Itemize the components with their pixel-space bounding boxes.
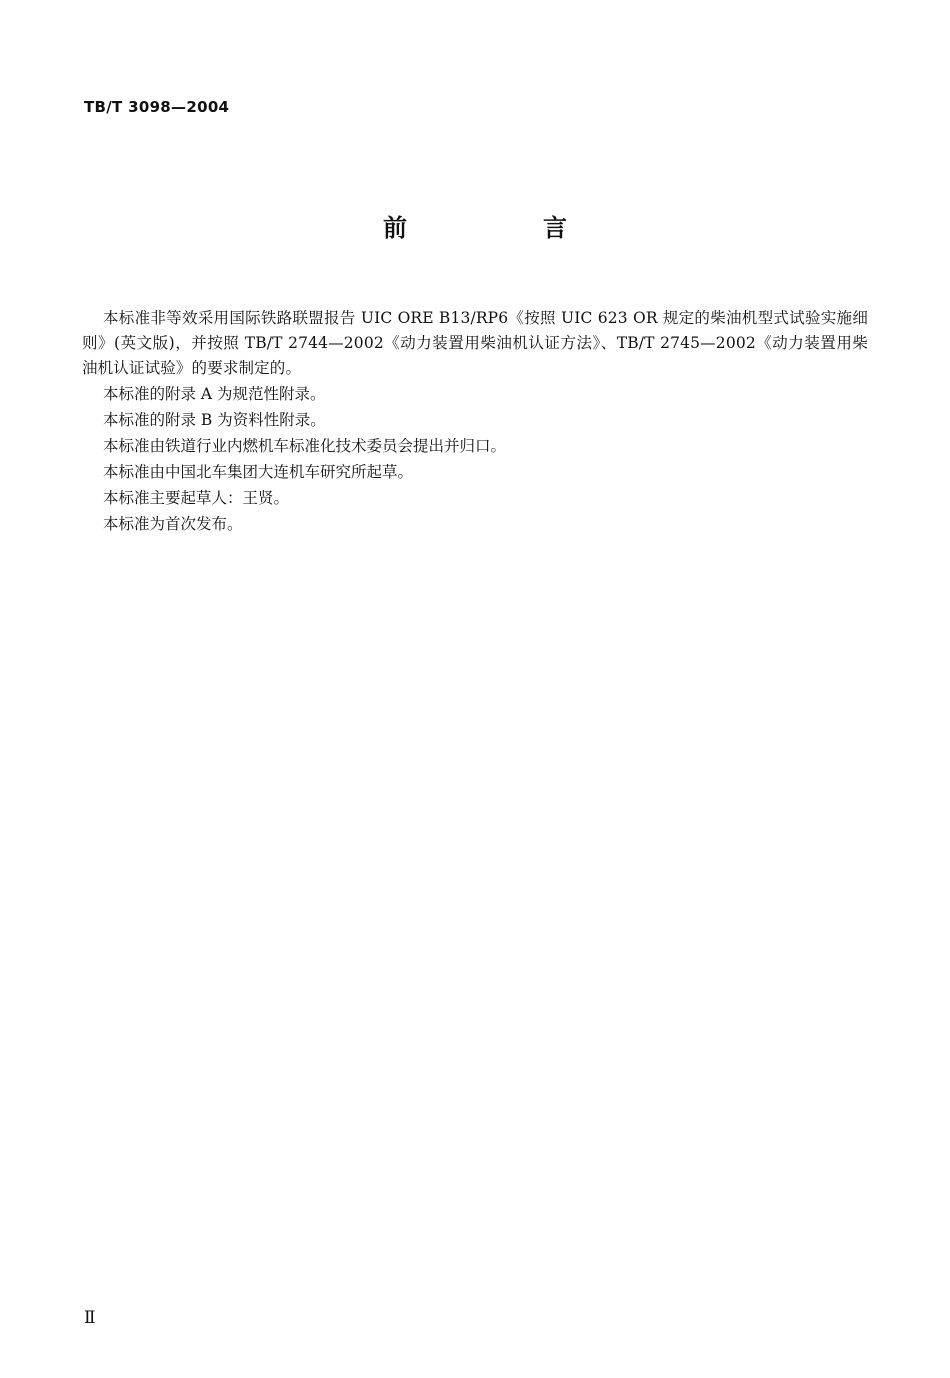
page-title: 前 言 — [383, 214, 623, 242]
paragraph-adoption: 本标准非等效采用国际铁路联盟报告 UIC ORE B13/RP6《按照 UIC 623 OR 规定的柴油机型式试验实施细则》(英文版)，并按照 TB/T 2744—2002《动力装置用柴油机认证方法》、TB/T 2745—2002《动力装置用柴油机认证试验》的要求制定的。 — [82, 309, 868, 377]
page-number: Ⅱ — [84, 1308, 96, 1328]
paragraph-first-release: 本标准为首次发布。 — [103, 515, 243, 533]
paragraph-annex-b: 本标准的附录 B 为资料性附录。 — [103, 411, 326, 429]
paragraph-drafting-unit: 本标准由中国北车集团大连机车研究所起草。 — [103, 463, 414, 481]
paragraph-drafter: 本标准主要起草人：王贤。 — [103, 489, 290, 507]
foreword-body — [82, 306, 868, 538]
paragraph-annex-a: 本标准的附录 A 为规范性附录。 — [103, 385, 326, 403]
standard-code-header: TB/T 3098—2004 — [84, 98, 230, 116]
paragraph-proposer: 本标准由铁道行业内燃机车标准化技术委员会提出并归口。 — [103, 437, 507, 455]
